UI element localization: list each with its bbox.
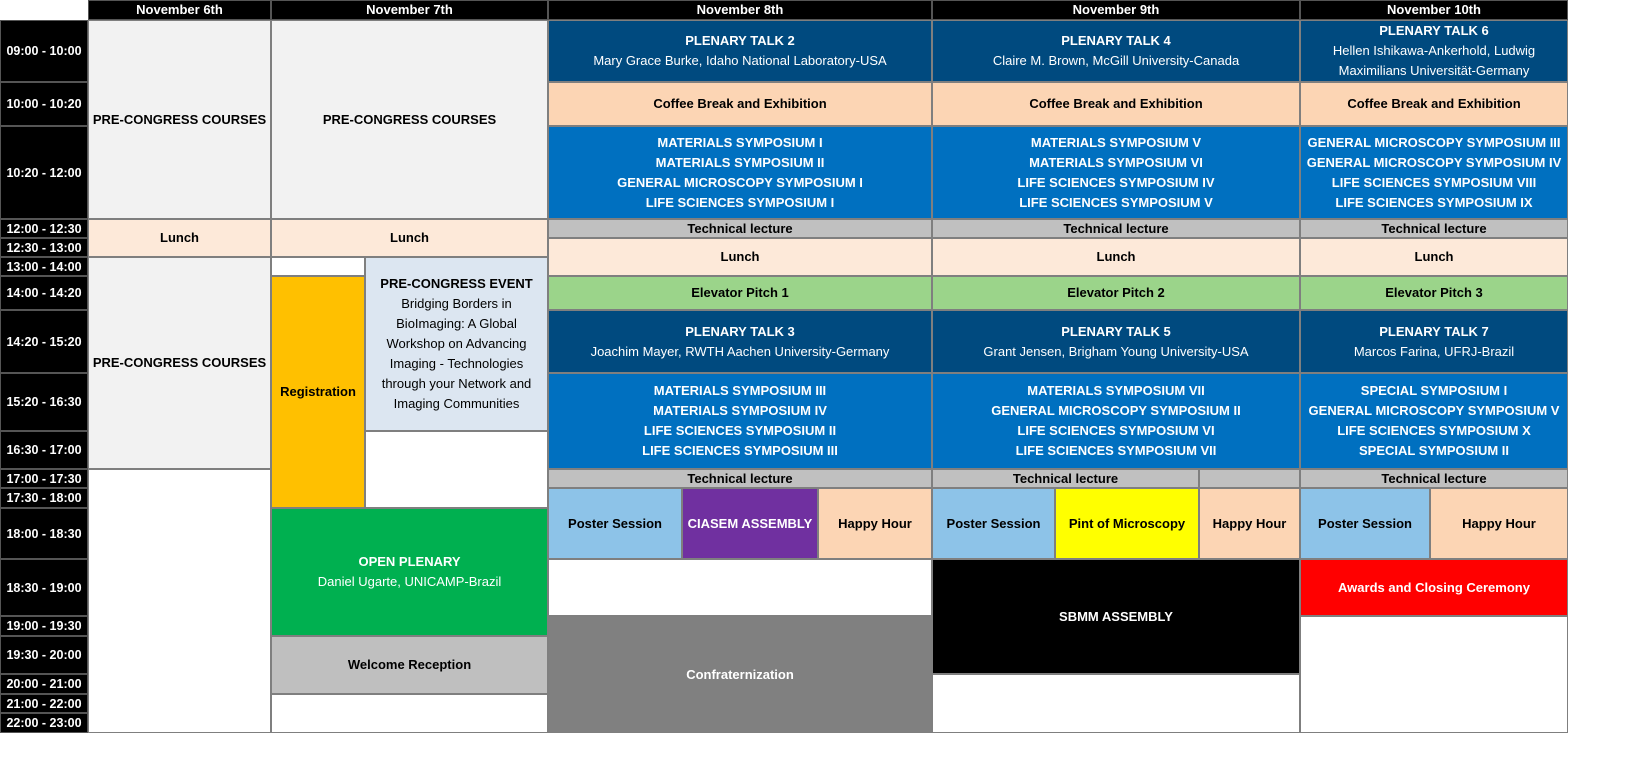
time-slot-label: 19:30 - 20:00 (6, 648, 82, 662)
time-slot-label: 21:00 - 22:00 (6, 696, 82, 711)
plenary-talk-3 (548, 310, 932, 373)
technical-lecture-nov9-pm-label: Technical lecture (1012, 470, 1119, 486)
precongress-event-line: Imaging - Technologies (389, 356, 524, 371)
day-header (271, 0, 548, 20)
time-slot (0, 219, 88, 238)
symposium-block-nov9-am-line: LIFE SCIENCES SYMPOSIUM V (1019, 194, 1213, 210)
time-slot-label: 22:00 - 23:00 (6, 716, 82, 730)
elevator-pitch-3-label: Elevator Pitch 3 (1385, 285, 1483, 300)
time-slot (0, 82, 88, 126)
symposium-block-nov10-pm-line: SPECIAL SYMPOSIUM I (1360, 383, 1508, 398)
elevator-pitch-3 (1300, 276, 1568, 310)
poster-session-nov9 (932, 488, 1055, 559)
day-header (932, 0, 1300, 20)
happy-hour-nov10 (1430, 488, 1568, 559)
welcome-reception-label: Welcome Reception (347, 657, 472, 672)
lunch-nov8-label: Lunch (720, 249, 760, 264)
time-slot (0, 713, 88, 733)
empty-nov7-1630 (365, 431, 548, 508)
time-slot (0, 126, 88, 219)
plenary-talk-6-line: Hellen Ishikawa-Ankerhold, Ludwig (1332, 43, 1536, 58)
elevator-pitch-2-label: Elevator Pitch 2 (1067, 285, 1165, 300)
header-corner (0, 0, 88, 20)
plenary-talk-6-line: Maximilians Universität-Germany (1338, 63, 1530, 78)
technical-lecture-nov10-am-label: Technical lecture (1381, 220, 1487, 236)
precongress-courses-morning-nov7-label: PRE-CONGRESS COURSES (322, 111, 497, 127)
technical-lecture-nov8-pm (548, 469, 932, 488)
confraternization (548, 616, 932, 733)
day-header (548, 0, 932, 20)
symposium-block-nov10-am-line: GENERAL MICROSCOPY SYMPOSIUM IV (1306, 154, 1562, 170)
precongress-courses-morning-nov7 (271, 20, 548, 219)
registration (271, 276, 365, 508)
symposium-block-nov9-pm-line: GENERAL MICROSCOPY SYMPOSIUM II (991, 403, 1241, 418)
day-header (88, 0, 271, 20)
time-slot (0, 636, 88, 674)
technical-lecture-nov8-am-label: Technical lecture (687, 220, 793, 236)
symposium-block-nov8-pm-line: LIFE SCIENCES SYMPOSIUM III (642, 443, 838, 458)
time-slot (0, 310, 88, 373)
day-header-label: November 9th (1072, 2, 1160, 17)
plenary-talk-5 (932, 310, 1300, 373)
elevator-pitch-2 (932, 276, 1300, 310)
time-slot (0, 508, 88, 559)
precongress-courses-morning-nov6-label: PRE-CONGRESS COURSES (92, 111, 267, 127)
open-plenary (271, 508, 548, 636)
time-slot-label: 17:30 - 18:00 (6, 491, 82, 505)
symposium-block-nov9-am-line: MATERIALS SYMPOSIUM VI (1029, 154, 1203, 170)
time-slot-label: 18:00 - 18:30 (6, 526, 82, 541)
symposium-block-nov10-am (1300, 126, 1568, 219)
plenary-talk-2-title: PLENARY TALK 2 (685, 33, 795, 48)
poster-session-nov9-label: Poster Session (946, 515, 1041, 531)
time-slot-label: 16:30 - 17:00 (6, 443, 82, 457)
happy-hour-nov9-label: Happy Hour (1212, 515, 1287, 531)
symposium-block-nov9-pm-line: MATERIALS SYMPOSIUM VII (1027, 383, 1205, 398)
precongress-event (365, 257, 548, 431)
coffee-break-nov8 (548, 82, 932, 126)
poster-session-nov10-label: Poster Session (1318, 515, 1412, 531)
symposium-block-nov10-pm-line: GENERAL MICROSCOPY SYMPOSIUM V (1308, 403, 1560, 418)
precongress-event-line: Imaging Communities (393, 396, 520, 411)
plenary-talk-3-line: Joachim Mayer, RWTH Aachen University-Germany (590, 343, 890, 359)
technical-lecture-nov9-pm-extra (1199, 469, 1300, 488)
symposium-block-nov8-am-line: MATERIALS SYMPOSIUM I (657, 134, 823, 150)
time-slot-label: 09:00 - 10:00 (6, 44, 82, 58)
symposium-block-nov8-am (548, 126, 932, 219)
confraternization-label: Confraternization (686, 666, 794, 682)
day-header-label: November 6th (136, 2, 223, 17)
symposium-block-nov10-pm-line: LIFE SCIENCES SYMPOSIUM X (1337, 423, 1531, 438)
plenary-talk-7-title: PLENARY TALK 7 (1379, 323, 1489, 339)
coffee-break-nov9 (932, 82, 1300, 126)
precongress-event-line: Workshop on Advancing (386, 336, 527, 351)
symposium-block-nov9-pm (932, 373, 1300, 469)
lunch-nov8 (548, 238, 932, 276)
time-slot (0, 559, 88, 616)
time-slot-label: 15:20 - 16:30 (6, 395, 82, 409)
plenary-talk-5-title: PLENARY TALK 5 (1061, 323, 1171, 339)
time-slot-label: 12:00 - 12:30 (6, 221, 82, 236)
precongress-courses-afternoon-nov6-label: PRE-CONGRESS COURSES (92, 355, 267, 370)
lunch-nov7-label: Lunch (390, 230, 429, 245)
time-slot (0, 469, 88, 488)
registration-label: Registration (280, 384, 356, 399)
time-slot (0, 488, 88, 508)
plenary-talk-7 (1300, 310, 1568, 373)
symposium-block-nov8-pm-line: MATERIALS SYMPOSIUM III (653, 383, 827, 398)
happy-hour-nov9 (1199, 488, 1300, 559)
poster-session-nov8 (548, 488, 682, 559)
time-slot (0, 276, 88, 310)
plenary-talk-5-line: Grant Jensen, Brigham Young University-USA (983, 343, 1249, 359)
open-plenary-line: Daniel Ugarte, UNICAMP-Brazil (317, 574, 502, 589)
time-slot (0, 694, 88, 713)
technical-lecture-nov8-am (548, 219, 932, 238)
time-slot-label: 17:00 - 17:30 (6, 471, 82, 486)
precongress-courses-afternoon-nov6 (88, 257, 271, 469)
empty-nov7-late (271, 694, 548, 733)
symposium-block-nov8-pm (548, 373, 932, 469)
symposium-block-nov8-am-line: LIFE SCIENCES SYMPOSIUM I (645, 194, 835, 210)
technical-lecture-nov10-pm (1300, 469, 1568, 488)
coffee-break-nov9-label: Coffee Break and Exhibition (1029, 96, 1203, 111)
plenary-talk-2-line: Mary Grace Burke, Idaho National Laboratory-USA (593, 53, 887, 68)
symposium-block-nov10-am-line: LIFE SCIENCES SYMPOSIUM VIII (1331, 174, 1537, 190)
lunch-nov6-label: Lunch (160, 230, 199, 245)
time-slot-label: 12:30 - 13:00 (6, 240, 82, 255)
empty-nov6-evening (88, 469, 271, 733)
symposium-block-nov10-am-line: GENERAL MICROSCOPY SYMPOSIUM III (1307, 134, 1561, 150)
technical-lecture-nov8-pm-label: Technical lecture (687, 470, 793, 486)
sbmm-assembly-label: SBMM ASSEMBLY (1059, 608, 1173, 624)
happy-hour-nov8 (818, 488, 932, 559)
time-slot (0, 616, 88, 636)
precongress-event-title: PRE-CONGRESS EVENT (380, 276, 533, 291)
empty-nov10-late (1300, 616, 1568, 733)
coffee-break-nov8-label: Coffee Break and Exhibition (653, 96, 827, 111)
time-slot-label: 14:20 - 15:20 (6, 334, 82, 349)
plenary-talk-3-title: PLENARY TALK 3 (685, 323, 795, 339)
coffee-break-nov10 (1300, 82, 1568, 126)
time-slot (0, 431, 88, 469)
happy-hour-nov8-label: Happy Hour (838, 515, 912, 531)
lunch-nov7 (271, 219, 548, 257)
awards-closing-ceremony-label: Awards and Closing Ceremony (1338, 579, 1530, 595)
time-slot (0, 238, 88, 257)
awards-closing-ceremony (1300, 559, 1568, 616)
plenary-talk-6-title: PLENARY TALK 6 (1379, 23, 1489, 38)
plenary-talk-4 (932, 20, 1300, 82)
elevator-pitch-1 (548, 276, 932, 310)
symposium-block-nov9-am-line: LIFE SCIENCES SYMPOSIUM IV (1017, 174, 1215, 190)
lunch-nov9-label: Lunch (1096, 249, 1136, 264)
ciasem-assembly (682, 488, 818, 559)
lunch-nov9 (932, 238, 1300, 276)
precongress-event-line: Bridging Borders in (401, 296, 512, 311)
symposium-block-nov10-pm-line: SPECIAL SYMPOSIUM II (1358, 443, 1509, 458)
time-slot-label: 10:00 - 10:20 (6, 97, 82, 111)
pint-of-microscopy (1055, 488, 1199, 559)
empty-nov7-1300 (271, 257, 365, 276)
plenary-talk-4-line: Claire M. Brown, McGill University-Canada (992, 53, 1240, 68)
ciasem-assembly-label: CIASEM ASSEMBLY (687, 515, 813, 531)
happy-hour-nov10-label: Happy Hour (1462, 515, 1536, 531)
precongress-event-line: BioImaging: A Global (396, 316, 517, 331)
plenary-talk-4-title: PLENARY TALK 4 (1061, 33, 1171, 48)
plenary-talk-6 (1300, 20, 1568, 82)
empty-nov8-1830 (548, 559, 932, 616)
time-slot (0, 257, 88, 276)
symposium-block-nov8-am-line: MATERIALS SYMPOSIUM II (655, 154, 825, 170)
time-slot-label: 13:00 - 14:00 (6, 259, 82, 274)
time-slot-label: 20:00 - 21:00 (6, 677, 82, 691)
day-header (1300, 0, 1568, 20)
time-slot-label: 19:00 - 19:30 (6, 619, 82, 633)
precongress-event-line: through your Network and (381, 376, 532, 391)
symposium-block-nov8-am-line: GENERAL MICROSCOPY SYMPOSIUM I (617, 174, 863, 190)
poster-session-nov8-label: Poster Session (568, 515, 662, 531)
poster-session-nov10 (1300, 488, 1430, 559)
symposium-block-nov10-am-line: LIFE SCIENCES SYMPOSIUM IX (1335, 194, 1533, 210)
symposium-block-nov9-pm-line: LIFE SCIENCES SYMPOSIUM VII (1015, 443, 1217, 458)
symposium-block-nov8-pm-line: LIFE SCIENCES SYMPOSIUM II (643, 423, 837, 438)
pint-of-microscopy-label: Pint of Microscopy (1068, 515, 1186, 531)
symposium-block-nov9-am (932, 126, 1300, 219)
symposium-block-nov9-pm-line: LIFE SCIENCES SYMPOSIUM VI (1017, 423, 1215, 438)
technical-lecture-nov9-am-label: Technical lecture (1063, 220, 1169, 236)
lunch-nov10-label: Lunch (1414, 249, 1454, 264)
time-slot-label: 14:00 - 14:20 (6, 286, 82, 300)
coffee-break-nov10-label: Coffee Break and Exhibition (1347, 96, 1521, 111)
day-header-label: November 8th (696, 2, 784, 17)
technical-lecture-nov9-am (932, 219, 1300, 238)
time-slot-label: 10:20 - 12:00 (6, 165, 82, 180)
plenary-talk-2 (548, 20, 932, 82)
day-header-label: November 10th (1387, 2, 1481, 17)
welcome-reception (271, 636, 548, 694)
day-header-label: November 7th (366, 2, 453, 17)
technical-lecture-nov9-pm (932, 469, 1199, 488)
symposium-block-nov9-am-line: MATERIALS SYMPOSIUM V (1030, 134, 1202, 150)
lunch-nov10 (1300, 238, 1568, 276)
lunch-nov6 (88, 219, 271, 257)
time-slot (0, 20, 88, 82)
time-slot (0, 373, 88, 431)
symposium-block-nov10-pm (1300, 373, 1568, 469)
sbmm-assembly (932, 559, 1300, 674)
time-slot-label: 18:30 - 19:00 (6, 580, 82, 595)
precongress-courses-morning-nov6 (88, 20, 271, 219)
elevator-pitch-1-label: Elevator Pitch 1 (691, 285, 789, 300)
symposium-block-nov8-pm-line: MATERIALS SYMPOSIUM IV (653, 403, 827, 418)
time-slot (0, 674, 88, 694)
technical-lecture-nov10-am (1300, 219, 1568, 238)
plenary-talk-7-line: Marcos Farina, UFRJ-Brazil (1353, 343, 1515, 359)
open-plenary-title: OPEN PLENARY (358, 554, 461, 569)
technical-lecture-nov10-pm-label: Technical lecture (1381, 470, 1487, 486)
empty-nov9-late (932, 674, 1300, 733)
